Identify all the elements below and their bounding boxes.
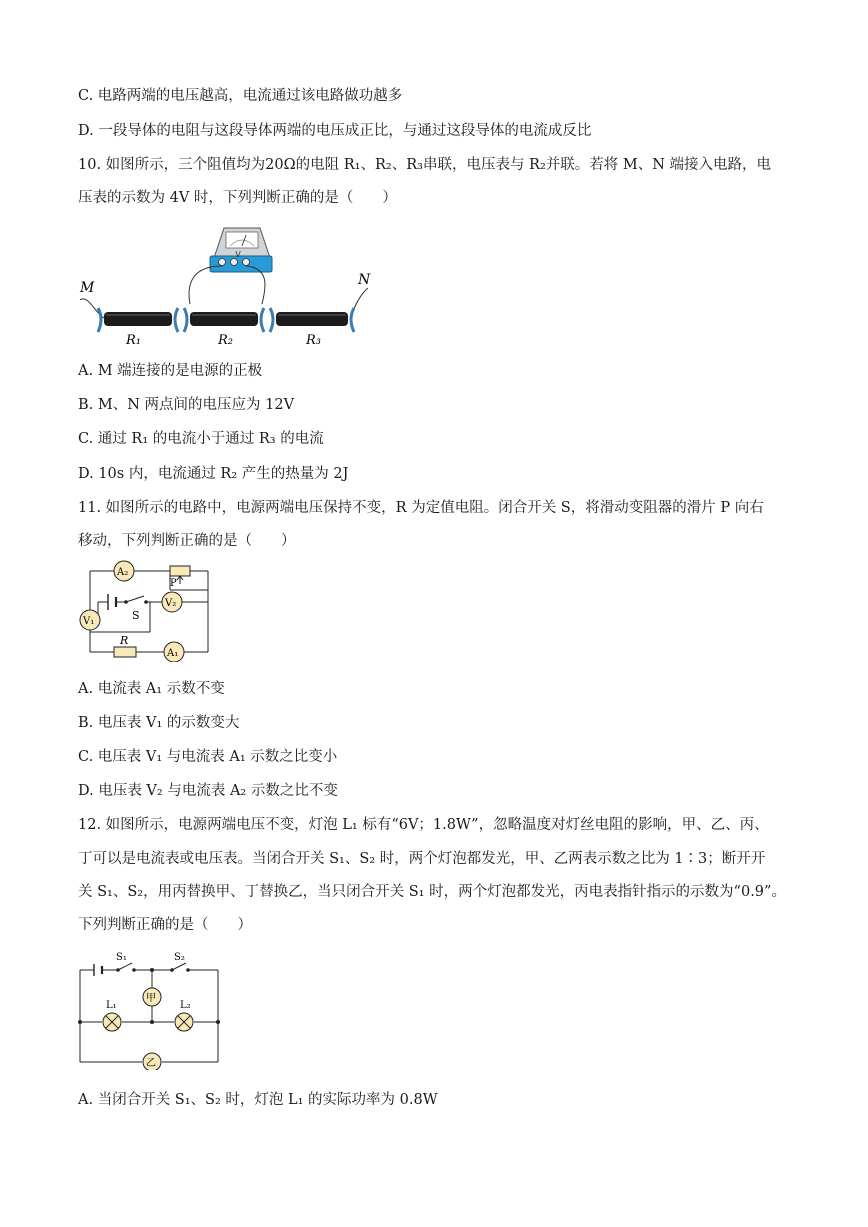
- r2-label: R₂: [218, 333, 233, 348]
- lamp-l2-icon: [175, 1013, 193, 1031]
- q11-circuit-figure: [76, 560, 216, 662]
- voltmeter-label: V: [235, 250, 241, 259]
- q10-resistor-figure: [74, 222, 374, 350]
- p-label: P: [170, 578, 177, 589]
- q11-option-b: B. 电压表 V₁ 的示数变大: [78, 715, 240, 731]
- s1-label: S₁: [116, 952, 127, 963]
- l2-label: L₂: [180, 1000, 191, 1011]
- q10-stem-line1: 10. 如图所示，三个阻值均为20Ω的电阻 R₁、R₂、R₃串联，电压表与 R₂并联。若将 M、N 端接入电路，电: [78, 157, 772, 173]
- q9-option-d: D. 一段导体的电阻与这段导体两端的电压成正比，与通过这段导体的电流成反比: [78, 123, 592, 139]
- resistor-r1-icon: [98, 308, 178, 332]
- r-label: R: [120, 634, 129, 647]
- q11-stem-line2: 移动，下列判断正确的是（ ）: [78, 533, 296, 549]
- s2-label: S₂: [174, 952, 185, 963]
- r1-label: R₁: [126, 333, 141, 348]
- q10-stem-line2: 压表的示数为 4V 时，下列判断正确的是（ ）: [78, 190, 397, 206]
- q12-circuit-figure: [74, 948, 224, 1070]
- l1-label: L₁: [106, 1000, 117, 1011]
- v2-label: V₂: [165, 598, 177, 609]
- resistor-r-icon: [114, 647, 136, 657]
- q11-option-d: D. 电压表 V₂ 与电流表 A₂ 示数之比不变: [78, 783, 338, 799]
- jia-label: 甲: [146, 993, 156, 1004]
- voltmeter-icon: [210, 228, 272, 272]
- terminal-m-label: M: [80, 280, 95, 296]
- v1-label: V₁: [83, 616, 95, 627]
- q9-option-c: C. 电路两端的电压越高，电流通过该电路做功越多: [78, 88, 403, 104]
- q10-option-c: C. 通过 R₁ 的电流小于通过 R₃ 的电流: [78, 431, 324, 447]
- yi-label: 乙: [146, 1058, 156, 1069]
- r3-label: R₃: [306, 333, 321, 348]
- q12-stem-line3: 关 S₁、S₂，用丙替换甲、丁替换乙，当只闭合开关 S₁ 时，两个灯泡都发光，丙电表指针指示的示数为“0.9”。: [78, 884, 786, 900]
- q12-stem-line1: 12. 如图所示，电源两端电压不变，灯泡 L₁ 标有“6V；1.8W”，忽略温度对灯丝电阻的影响，甲、乙、丙、: [78, 817, 769, 833]
- q11-stem-line1: 11. 如图所示的电路中，电源两端电压保持不变，R 为定值电阻。闭合开关 S，将滑动变阻器的滑片 P 向右: [78, 500, 764, 516]
- rheostat-icon: [170, 566, 190, 576]
- q12-stem-line4: 下列判断正确的是（ ）: [78, 917, 252, 933]
- q11-option-a: A. 电流表 A₁ 示数不变: [78, 681, 225, 697]
- resistor-r3-icon: [270, 308, 354, 332]
- q10-option-a: A. M 端连接的是电源的正极: [78, 363, 263, 379]
- s-label: S: [132, 609, 140, 622]
- a2-label: A₂: [117, 567, 129, 578]
- q11-option-c: C. 电压表 V₁ 与电流表 A₁ 示数之比变小: [78, 749, 338, 765]
- terminal-n-label: N: [358, 272, 371, 288]
- q10-option-b: B. M、N 两点间的电压应为 12V: [78, 397, 295, 413]
- resistor-r2-icon: [184, 308, 264, 332]
- q10-option-d: D. 10s 内，电流通过 R₂ 产生的热量为 2J: [78, 466, 349, 482]
- q12-option-a: A. 当闭合开关 S₁、S₂ 时，灯泡 L₁ 的实际功率为 0.8W: [78, 1092, 438, 1108]
- q12-stem-line2: 丁可以是电流表或电压表。当闭合开关 S₁、S₂ 时，两个灯泡都发光，甲、乙两表示数之比为 1∶3；断开开: [78, 851, 766, 867]
- a1-label: A₁: [167, 648, 179, 659]
- lamp-l1-icon: [103, 1013, 121, 1031]
- slider-arrow-icon: [177, 576, 183, 584]
